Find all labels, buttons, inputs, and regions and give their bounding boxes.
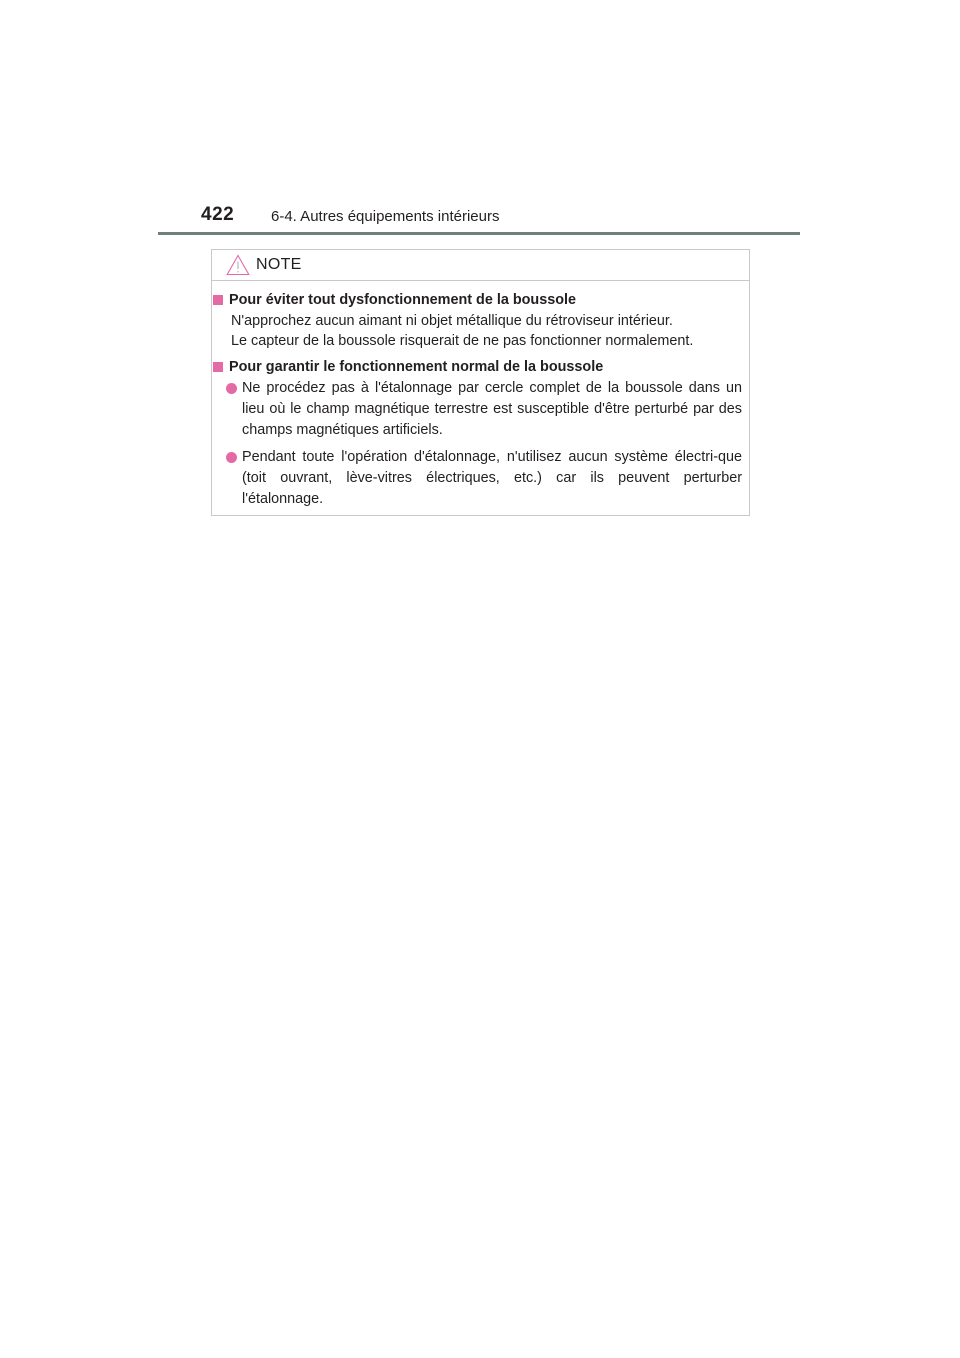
- note-header: [212, 250, 749, 281]
- circle-bullet-icon: [226, 452, 237, 463]
- page-header: [158, 200, 800, 236]
- page-number: 422: [201, 204, 235, 225]
- note-section-compass-normal-operation: [212, 357, 749, 510]
- note-body: [212, 281, 749, 510]
- section-heading: [212, 290, 749, 310]
- list-item-text: Ne procédez pas à l'étalonnage par cercle complet de la boussole dans un lieu où le champ magnétique terrestre est susceptible d'être perturbé par des champs magnétiques artificiels.: [242, 379, 742, 438]
- note-section-compass-malfunction: [212, 290, 749, 352]
- note-box: [211, 249, 750, 516]
- square-bullet-icon: [213, 362, 223, 372]
- note-title: NOTE: [256, 256, 302, 273]
- paragraph-line: N'approchez aucun aimant ni objet métallique du rétroviseur intérieur.: [231, 313, 673, 329]
- header-divider: [158, 232, 800, 235]
- section-heading: [212, 357, 749, 377]
- warning-triangle-icon: [226, 254, 250, 276]
- circle-bullet-icon: [226, 383, 237, 394]
- list-item-text: Pendant toute l'opération d'étalonnage, n'utilisez aucun système électri-que (toit ouvrant, lève-vitres électriques, etc.) car ils peuvent perturber l'étalonnage.: [242, 448, 742, 507]
- section-heading-text: Pour éviter tout dysfonctionnement de la boussole: [229, 292, 577, 308]
- paragraph-line: Le capteur de la boussole risquerait de ne pas fonctionner normalement.: [231, 333, 694, 350]
- section-heading-text: Pour garantir le fonctionnement normal de la boussole: [229, 358, 604, 375]
- list-item: [212, 378, 749, 441]
- list-item: [212, 447, 749, 510]
- square-bullet-icon: [213, 295, 223, 305]
- section-title: 6-4. Autres équipements intérieurs: [271, 208, 500, 225]
